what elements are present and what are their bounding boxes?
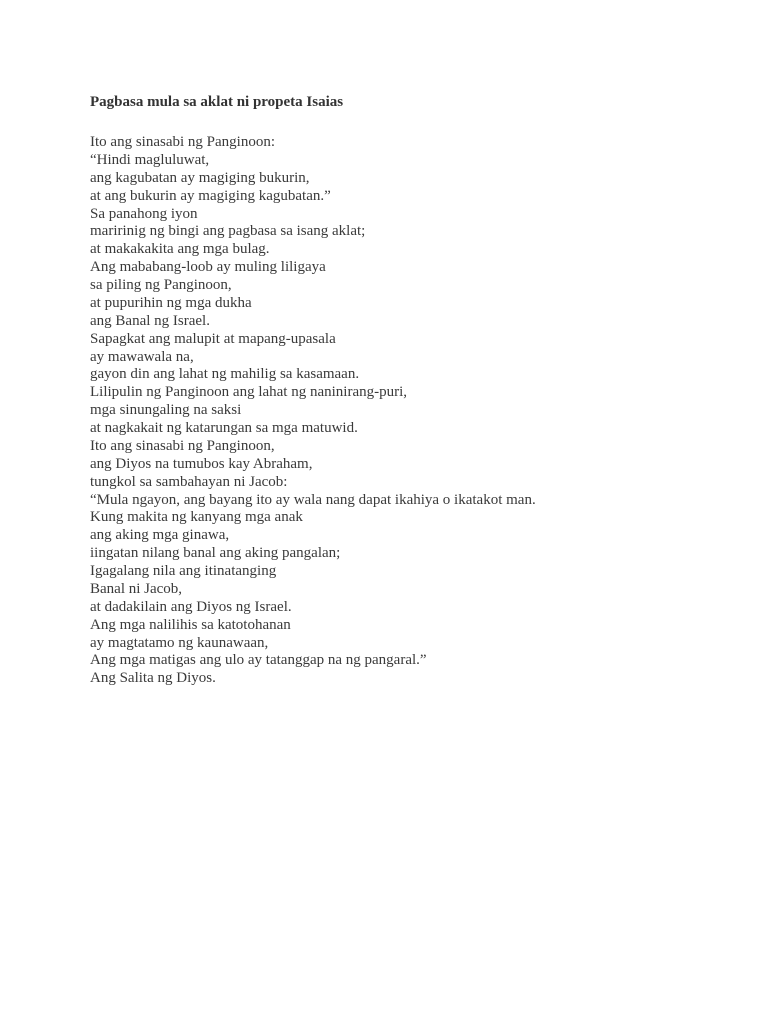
reading-line: sa piling ng Panginoon,	[90, 277, 232, 293]
reading-line: Banal ni Jacob,	[90, 580, 183, 597]
reading-line: maririnig ng bingi ang pagbasa sa isang aklat;	[90, 223, 366, 240]
reading-line: Ito ang sinasabi ng Panginoon,	[90, 437, 275, 454]
document-page	[90, 92, 730, 688]
reading-line: Lilipulin ng Panginoon ang lahat ng naninirang-puri,	[90, 384, 408, 401]
reading-line: Ito ang sinasabi ng Panginoon:	[90, 134, 275, 150]
document-title: Pagbasa mula sa aklat ni propeta Isaias	[90, 94, 344, 110]
reading-line: tungkol sa sambahayan ni Jacob:	[90, 473, 288, 490]
reading-line: ang aking mga ginawa,	[90, 527, 230, 544]
reading-line: Kung makita ng kanyang mga anak	[90, 509, 303, 526]
reading-line: iingatan nilang banal ang aking pangalan;	[90, 545, 341, 562]
reading-line: ang Diyos na tumubos kay Abraham,	[90, 455, 313, 472]
reading-text	[90, 134, 730, 688]
reading-line: Ang Salita ng Diyos.	[90, 670, 216, 687]
reading-line: “Hindi magluluwat,	[90, 151, 210, 168]
reading-line: ay mawawala na,	[90, 348, 194, 365]
reading-line: Ang mga matigas ang ulo ay tatanggap na ng pangaral.”	[90, 652, 427, 669]
reading-line: at makakakita ang mga bulag.	[90, 241, 270, 258]
reading-line: at pupurihin ng mga dukha	[90, 294, 252, 311]
reading-line: Sapagkat ang malupit at mapang-upasala	[90, 330, 336, 347]
reading-line: gayon din ang lahat ng mahilig sa kasamaan.	[90, 366, 360, 383]
reading-line: “Mula ngayon, ang bayang ito ay wala nang dapat ikahiya o ikatakot man.	[90, 491, 536, 508]
reading-line: Igagalang nila ang itinatanging	[90, 563, 277, 579]
reading-line: Sa panahong iyon	[90, 205, 198, 222]
reading-line: at dadakilain ang Diyos ng Israel.	[90, 598, 292, 615]
reading-line: ay magtatamo ng kaunawaan,	[90, 634, 269, 651]
reading-line: Ang mga nalilihis sa katotohanan	[90, 616, 291, 633]
reading-line: Ang mababang-loob ay muling liligaya	[90, 259, 326, 276]
reading-line: ang kagubatan ay magiging bukurin,	[90, 169, 310, 186]
reading-line: at ang bukurin ay magiging kagubatan.”	[90, 187, 331, 204]
reading-line: at nagkakait ng katarungan sa mga matuwid.	[90, 420, 358, 436]
reading-line: mga sinungaling na saksi	[90, 402, 242, 419]
reading-line: ang Banal ng Israel.	[90, 312, 210, 329]
